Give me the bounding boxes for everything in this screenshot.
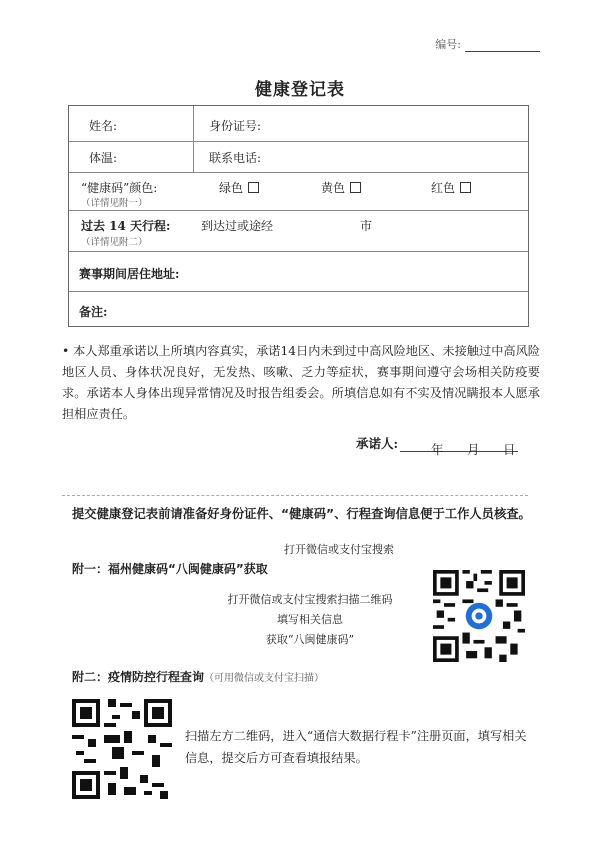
appendix2-text: 扫描左方二维码，进入“通信大数据行程卡”注册页面，填写相关信息，提交后方可查看填报结果。 — [185, 729, 527, 765]
date-day: 日 — [503, 442, 516, 457]
date-year: 年 — [431, 442, 444, 457]
travel-note: （详情见附二） — [81, 237, 148, 248]
option-green — [219, 179, 259, 196]
option-yellow — [321, 179, 361, 196]
appendix2-title: 附二：疫情防控行程查询 — [72, 670, 205, 684]
serial-label: 编号: — [435, 38, 461, 51]
green-checkbox[interactable] — [248, 182, 259, 193]
page-title: 健康登记表 — [255, 80, 345, 100]
city-label: 市 — [360, 219, 373, 233]
appendix1-step-fill: 填写相关信息 — [277, 613, 343, 626]
id-number-label: 身份证号: — [209, 119, 262, 133]
appendix2-title-note: （可用微信或支付宝扫描） — [204, 673, 325, 684]
address-label: 赛事期间居住地址: — [79, 267, 180, 281]
red-label: 红色 — [431, 181, 456, 195]
serial-blank[interactable] — [465, 39, 540, 52]
registration-form — [68, 105, 529, 327]
health-code-note: （详情见附一） — [81, 198, 148, 209]
signature-label: 承诺人: — [356, 436, 399, 451]
travel-text: 到达过或途经 — [201, 219, 274, 233]
row-divider — [69, 141, 528, 142]
instructions-text: 提交健康登记表前请准备好身份证件、“健康码”、行程查询信息便于工作人员核查。 — [72, 507, 531, 521]
name-label: 姓名: — [89, 119, 118, 133]
yellow-label: 黄色 — [321, 181, 346, 195]
remark-label: 备注: — [79, 305, 108, 319]
travel-card-qr-icon[interactable] — [72, 699, 172, 799]
date-month: 月 — [467, 442, 480, 457]
row-divider — [69, 210, 528, 211]
health-code-qr-icon[interactable] — [433, 570, 525, 662]
green-label: 绿色 — [219, 181, 244, 195]
column-divider — [193, 106, 194, 172]
temperature-label: 体温: — [89, 151, 118, 165]
row-divider — [69, 251, 528, 252]
row-divider — [69, 172, 528, 173]
health-code-label: “健康码”颜色: — [81, 181, 158, 195]
red-checkbox[interactable] — [460, 182, 471, 193]
appendix1-step-get: 获取“八闽健康码” — [265, 633, 355, 646]
phone-label: 联系电话: — [209, 151, 262, 165]
appendix2-heading — [72, 668, 324, 685]
signature-blank[interactable] — [400, 437, 518, 452]
yellow-checkbox[interactable] — [350, 182, 361, 193]
serial-number — [435, 36, 540, 52]
travel-label: 过去 14 天行程: — [81, 219, 171, 233]
pledge-text: • 本人郑重承诺以上所填内容真实，承诺14日内未到过中高风险地区、未接触过中高风险地区人员、身体状况良好，无发热、咳嗽、乏力等症状，赛事期间遵守会场相关防疫要求。承诺本人身体出现异常情况及时报告组委会。所填信息如有不实及情况瞒报本人愿承担相应责任。 — [62, 344, 540, 421]
option-red — [431, 179, 471, 196]
appendix1-step-open: 打开微信或支付宝搜索 — [284, 543, 394, 556]
row-divider — [69, 291, 528, 292]
section-divider — [62, 495, 528, 496]
appendix1-step-scan: 打开微信或支付宝搜索扫描二维码 — [227, 593, 393, 606]
appendix1-title: 附一：福州健康码“八闽健康码”获取 — [72, 562, 268, 576]
